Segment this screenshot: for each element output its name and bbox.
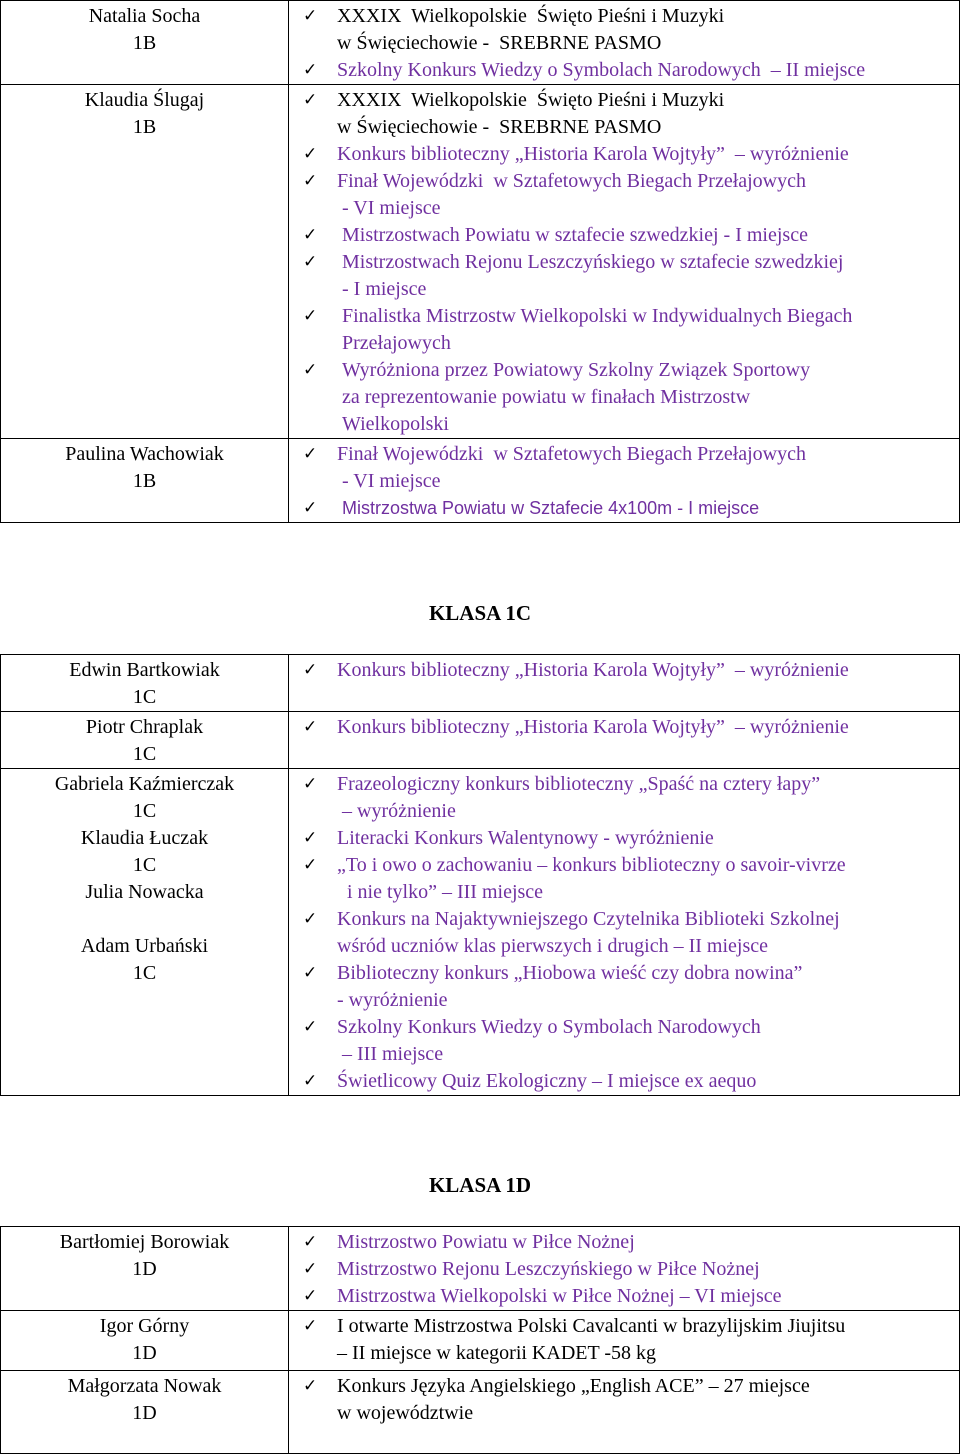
list-item	[303, 249, 959, 303]
achievements-cell	[289, 655, 960, 712]
check-icon: ✓	[303, 1259, 318, 1279]
achievement-text: Mistrzostwach Rejonu Leszczyńskiego w sztafecie szwedzkiej - I miejsce	[342, 251, 844, 300]
student-cell	[1, 712, 289, 769]
achievement-text: Konkurs biblioteczny „Historia Karola Wojtyły” – wyróżnienie	[337, 659, 849, 681]
achievement-text: Finał Wojewódzki w Sztafetowych Biegach Przełajowych - VI miejsce	[337, 443, 807, 492]
student-class: 1B	[132, 32, 157, 54]
check-icon: ✓	[303, 60, 318, 80]
list-item	[303, 1283, 959, 1310]
class-heading-1c: KLASA 1C	[428, 601, 532, 625]
list-item	[303, 303, 959, 357]
student-cell	[1, 1227, 289, 1311]
achievement-text: Mistrzostwo Rejonu Leszczyńskiego w Piłce Nożnej	[337, 1258, 760, 1280]
student-name: Paulina Wachowiak	[65, 443, 224, 465]
achievements-cell	[289, 769, 960, 1096]
achievements-table-1c	[0, 654, 960, 1096]
table-row	[1, 1, 960, 85]
achievement-text: Konkurs biblioteczny „Historia Karola Wojtyły” – wyróżnienie	[337, 143, 849, 165]
check-icon: ✓	[303, 444, 318, 464]
student-name: Klaudia Łuczak	[80, 827, 209, 849]
check-icon: ✓	[303, 90, 318, 110]
achievements-cell	[289, 712, 960, 769]
achievement-text: Mistrzostwo Powiatu w Piłce Nożnej	[337, 1231, 635, 1253]
student-class: 1D	[132, 1342, 157, 1364]
achievement-text: Mistrzostwa Wielkopolski w Piłce Nożnej – VI miejsce	[337, 1285, 782, 1307]
achievement-text: „To i owo o zachowaniu – konkurs biblioteczny o savoir-vivrze i nie tylko” – III miejsce	[337, 854, 846, 903]
check-icon: ✓	[303, 828, 318, 848]
check-icon: ✓	[303, 774, 318, 794]
check-icon: ✓	[303, 225, 318, 245]
check-icon: ✓	[303, 171, 318, 191]
student-cell	[1, 439, 289, 523]
achievement-text: Wyróżniona przez Powiatowy Szkolny Związek Sportowy za reprezentowanie powiatu w finałach Mistrzostw Wielkopolski	[342, 359, 811, 435]
list-item	[303, 1373, 959, 1427]
achievement-text: Konkurs na Najaktywniejszego Czytelnika Biblioteki Szkolnej wśród uczniów klas pierwszych i drugich – II miejsce	[337, 908, 840, 957]
check-icon: ✓	[303, 909, 318, 929]
achievement-text: Mistrzostwa Powiatu w Sztafecie 4x100m - I miejsce	[337, 498, 760, 518]
list-item	[303, 960, 959, 1014]
student-class: 1D	[132, 1402, 157, 1424]
achievement-text: Literacki Konkurs Walentynowy - wyróżnienie	[337, 827, 714, 849]
check-icon: ✓	[303, 498, 318, 518]
achievement-text: Frazeologiczny konkurs biblioteczny „Spaść na cztery łapy” – wyróżnienie	[337, 773, 821, 822]
check-icon: ✓	[303, 855, 318, 875]
achievements-table-1b	[0, 0, 960, 523]
achievements-cell	[289, 85, 960, 439]
achievements-table-1d	[0, 1226, 960, 1454]
student-class: 1C	[132, 743, 157, 765]
list-item	[303, 714, 959, 741]
check-icon: ✓	[303, 1286, 318, 1306]
student-cell	[1, 1311, 289, 1371]
achievements-cell	[289, 1311, 960, 1371]
achievement-text: Finał Wojewódzki w Sztafetowych Biegach Przełajowych - VI miejsce	[337, 170, 807, 219]
student-name: Piotr Chraplak	[85, 716, 204, 738]
student-name: Gabriela Kaźmierczak	[54, 773, 235, 795]
table-row	[1, 712, 960, 769]
achievements-cell	[289, 439, 960, 523]
list-item	[303, 357, 959, 438]
check-icon: ✓	[303, 6, 318, 26]
student-cell	[1, 1, 289, 85]
student-name: Natalia Socha	[88, 5, 201, 27]
table-row	[1, 1227, 960, 1311]
list-item	[303, 495, 959, 522]
achievement-text: Biblioteczny konkurs „Hiobowa wieść czy dobra nowina” - wyróżnienie	[337, 962, 803, 1011]
check-icon: ✓	[303, 963, 318, 983]
list-item	[303, 1014, 959, 1068]
student-class: 1B	[132, 116, 157, 138]
student-class: 1C	[132, 800, 157, 822]
student-cell	[1, 769, 289, 1096]
list-item	[303, 87, 959, 141]
achievements-cell	[289, 1227, 960, 1311]
achievement-text: Świetlicowy Quiz Ekologiczny – I miejsce ex aequo	[337, 1070, 757, 1092]
student-name: Małgorzata Nowak	[67, 1375, 222, 1397]
list-item	[303, 1068, 959, 1095]
list-item	[303, 441, 959, 495]
student-name: Julia Nowacka	[85, 881, 204, 903]
list-item	[303, 657, 959, 684]
student-class: 1C	[132, 686, 157, 708]
check-icon: ✓	[303, 717, 318, 737]
achievement-text: Konkurs Języka Angielskiego „English ACE” – 27 miejsce w województwie	[337, 1375, 810, 1424]
student-class: 1D	[132, 1258, 157, 1280]
list-item	[303, 3, 959, 57]
check-icon: ✓	[303, 1232, 318, 1252]
achievement-text: Szkolny Konkurs Wiedzy o Symbolach Narodowych – III miejsce	[337, 1016, 761, 1065]
achievements-cell	[289, 1, 960, 85]
list-item	[303, 1256, 959, 1283]
check-icon: ✓	[303, 252, 318, 272]
list-item	[303, 825, 959, 852]
student-class: 1C	[132, 854, 157, 876]
student-name: Bartłomiej Borowiak	[59, 1231, 230, 1253]
table-row	[1, 439, 960, 523]
achievements-cell	[289, 1371, 960, 1454]
achievement-text: Mistrzostwach Powiatu w sztafecie szwedzkiej - I miejsce	[337, 224, 808, 246]
list-item	[303, 168, 959, 222]
check-icon: ✓	[303, 1316, 318, 1336]
class-heading-1d: KLASA 1D	[428, 1173, 532, 1197]
check-icon: ✓	[303, 306, 318, 326]
list-item	[303, 141, 959, 168]
achievement-text: I otwarte Mistrzostwa Polski Cavalcanti w brazylijskim Jiujitsu – II miejsce w kategorii KADET -58 kg	[337, 1315, 846, 1364]
student-class: 1C	[132, 962, 157, 984]
check-icon: ✓	[303, 144, 318, 164]
student-cell	[1, 655, 289, 712]
list-item	[303, 1313, 959, 1367]
table-row	[1, 1371, 960, 1454]
student-name: Adam Urbański	[80, 935, 209, 957]
achievement-text: Finalistka Mistrzostw Wielkopolski w Indywidualnych Biegach Przełajowych	[342, 305, 853, 354]
check-icon: ✓	[303, 1017, 318, 1037]
achievement-text: Szkolny Konkurs Wiedzy o Symbolach Narodowych – II miejsce	[337, 59, 866, 81]
student-class: 1B	[132, 470, 157, 492]
table-row	[1, 85, 960, 439]
check-icon: ✓	[303, 660, 318, 680]
check-icon: ✓	[303, 1071, 318, 1091]
achievement-text: Konkurs biblioteczny „Historia Karola Wojtyły” – wyróżnienie	[337, 716, 849, 738]
student-name: Igor Górny	[99, 1315, 190, 1337]
list-item	[303, 771, 959, 825]
student-cell	[1, 85, 289, 439]
student-name: Klaudia Ślugaj	[84, 89, 205, 111]
check-icon: ✓	[303, 1376, 318, 1396]
list-item	[303, 906, 959, 960]
achievement-text: XXXIX Wielkopolskie Święto Pieśni i Muzyki w Święciechowie - SREBRNE PASMO	[337, 89, 725, 138]
table-row	[1, 655, 960, 712]
table-row	[1, 769, 960, 1096]
achievement-text: XXXIX Wielkopolskie Święto Pieśni i Muzyki w Święciechowie - SREBRNE PASMO	[337, 5, 725, 54]
table-row	[1, 1311, 960, 1371]
check-icon: ✓	[303, 360, 318, 380]
list-item	[303, 57, 959, 84]
list-item	[303, 222, 959, 249]
list-item	[303, 852, 959, 906]
student-name: Edwin Bartkowiak	[69, 659, 220, 681]
student-cell	[1, 1371, 289, 1454]
list-item	[303, 1229, 959, 1256]
